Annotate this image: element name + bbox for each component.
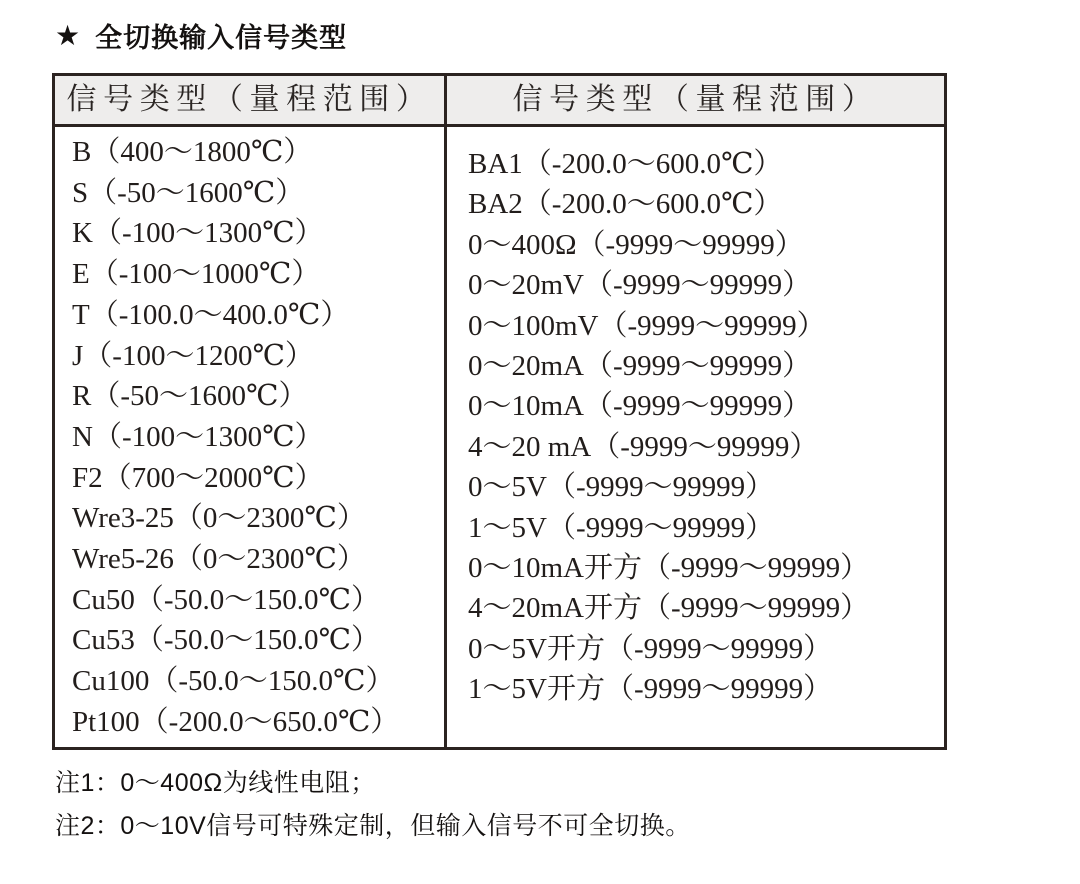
table-row: Cu50（-50.0～150.0℃） xyxy=(72,583,380,616)
table-row: Cu100（-50.0～150.0℃） xyxy=(72,665,395,698)
table-row: 1～5V开方（-9999～99999） xyxy=(468,673,833,706)
table-header-row xyxy=(55,76,944,127)
table-row: 0～10mA开方（-9999～99999） xyxy=(468,552,870,585)
table-row: Pt100（-200.0～650.0℃） xyxy=(72,705,400,738)
table-row: B（400～1800℃） xyxy=(72,136,313,168)
table-row: R（-50～1600℃） xyxy=(72,380,308,413)
table-row: 0～20mV（-9999～99999） xyxy=(468,269,812,302)
table-row: K（-100～1300℃） xyxy=(72,217,324,250)
table-row: BA2（-200.0～600.0℃） xyxy=(468,188,783,221)
table-row: N（-100～1300℃） xyxy=(72,420,324,453)
table-row: 4～20 mA（-9999～99999） xyxy=(468,430,819,463)
table-body xyxy=(55,127,944,747)
table-row: 1～5V（-9999～99999） xyxy=(468,511,775,544)
table-row: Wre3-25（0～2300℃） xyxy=(72,502,366,535)
signal-list-left xyxy=(55,127,447,747)
signal-list-right xyxy=(447,127,944,747)
note-2: 注2：0～10V信号可特殊定制，但输入信号不可全切换。 xyxy=(55,812,691,840)
column-header-right: 信号类型（量程范围） xyxy=(512,83,879,116)
section-title-text: 全切换输入信号类型 xyxy=(95,23,348,53)
column-header-left: 信号类型（量程范围） xyxy=(55,76,447,124)
table-row: 0～20mA（-9999～99999） xyxy=(468,350,812,383)
table-row: T（-100.0～400.0℃） xyxy=(72,298,350,331)
table-row: Wre5-26（0～2300℃） xyxy=(72,543,366,576)
signal-type-table xyxy=(52,73,947,750)
table-row: 0～10mA（-9999～99999） xyxy=(468,390,812,423)
table-row: F2（700～2000℃） xyxy=(72,461,324,494)
table-row: BA1（-200.0～600.0℃） xyxy=(468,148,783,180)
table-row: J（-100～1200℃） xyxy=(72,339,314,372)
note-1: 注1：0～400Ω为线性电阻； xyxy=(55,769,376,797)
table-row: 0～400Ω（-9999～99999） xyxy=(468,228,804,261)
star-icon: ★ xyxy=(55,20,82,51)
section-title xyxy=(55,16,347,55)
table-row: E（-100～1000℃） xyxy=(72,258,321,291)
table-row: S（-50～1600℃） xyxy=(72,176,305,209)
table-row: 0～5V开方（-9999～99999） xyxy=(468,632,833,665)
table-row: Cu53（-50.0～150.0℃） xyxy=(72,624,380,657)
table-row: 4～20mA开方（-9999～99999） xyxy=(468,592,870,625)
table-row: 0～100mV（-9999～99999） xyxy=(468,309,826,342)
footnotes xyxy=(55,762,691,848)
table-row: 0～5V（-9999～99999） xyxy=(468,471,775,504)
